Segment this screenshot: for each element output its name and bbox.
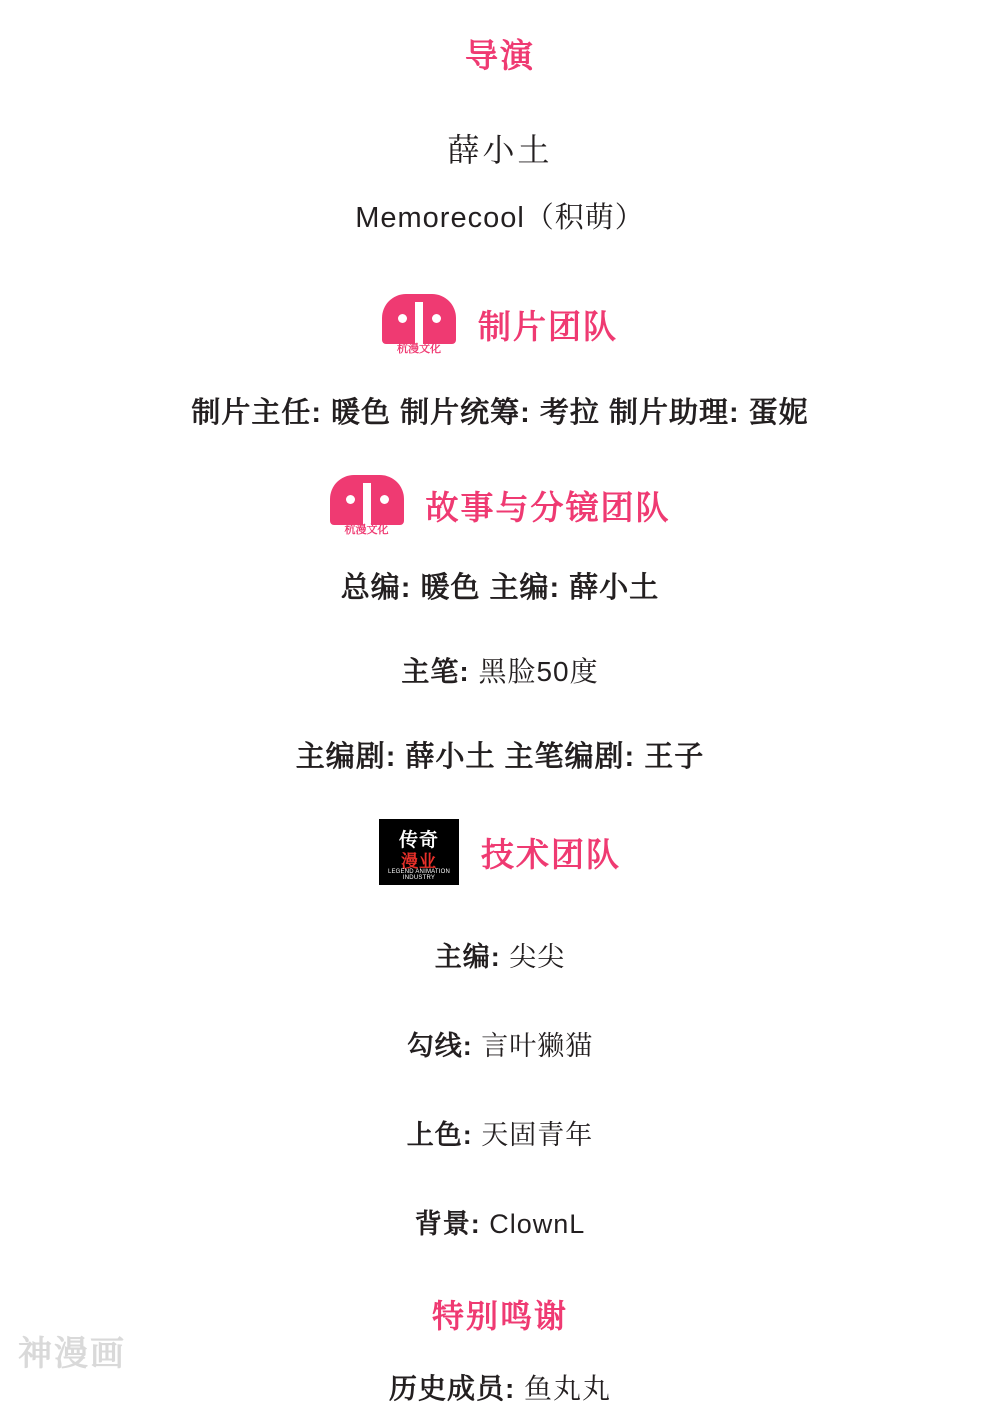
production-roles-line bbox=[0, 390, 1000, 431]
story-writer-value-0: 薛小土 bbox=[405, 741, 496, 773]
production-heading bbox=[0, 294, 1000, 354]
special-thanks-label: 历史成员: bbox=[388, 1373, 516, 1404]
hangman-culture-logo-icon bbox=[382, 294, 456, 354]
tech-role-label-2: 上色: bbox=[406, 1120, 473, 1150]
hangman-culture-logo-caption: 杭漫文化 bbox=[397, 343, 441, 355]
story-role-label-0: 总编: bbox=[340, 572, 412, 604]
story-line-3 bbox=[0, 734, 1000, 775]
story-line-2 bbox=[0, 650, 1000, 690]
tech-heading bbox=[0, 819, 1000, 885]
tech-role-value-2: 天固青年 bbox=[481, 1120, 594, 1150]
legend-logo-cn-bottom: 漫业 bbox=[401, 852, 437, 871]
tech-role-label-1: 勾线: bbox=[406, 1031, 473, 1061]
story-heading bbox=[0, 475, 1000, 535]
story-lead-artist-label: 主笔: bbox=[401, 656, 470, 687]
tech-role-1 bbox=[0, 1024, 1000, 1063]
production-role-value-2: 蛋妮 bbox=[748, 397, 809, 429]
story-writer-label-1: 主笔编剧: bbox=[504, 741, 636, 773]
production-role-label-2: 制片助理: bbox=[608, 397, 740, 429]
story-role-value-0: 暖色 bbox=[420, 572, 481, 604]
tech-role-label-0: 主编: bbox=[434, 942, 501, 972]
tech-role-value-3: ClownL bbox=[489, 1209, 586, 1239]
story-section-title: 故事与分镜团队 bbox=[425, 488, 671, 526]
story-writer-value-1: 王子 bbox=[644, 741, 705, 773]
story-role-label-1: 主编: bbox=[489, 572, 561, 604]
tech-role-0 bbox=[0, 935, 1000, 974]
hangman-culture-logo-icon bbox=[330, 475, 404, 535]
production-section-title: 制片团队 bbox=[478, 307, 618, 345]
tech-section-title: 技术团队 bbox=[481, 835, 621, 873]
tech-role-value-1: 言叶獭猫 bbox=[481, 1031, 594, 1061]
special-thanks-value: 鱼丸丸 bbox=[524, 1373, 612, 1404]
tech-role-label-3: 背景: bbox=[414, 1209, 481, 1239]
production-role-value-0: 暖色 bbox=[331, 397, 392, 429]
story-role-value-1: 薛小土 bbox=[569, 572, 660, 604]
hangman-culture-logo-caption: 杭漫文化 bbox=[344, 524, 389, 536]
production-role-label-0: 制片主任: bbox=[191, 397, 322, 429]
production-role-value-1: 考拉 bbox=[539, 397, 600, 429]
watermark: 神漫画 bbox=[18, 1335, 126, 1373]
story-line-1 bbox=[0, 565, 1000, 606]
tech-role-2 bbox=[0, 1113, 1000, 1152]
special-thanks-title: 特别鸣谢 bbox=[431, 1298, 568, 1334]
legend-logo-cn-top: 传奇 bbox=[398, 830, 439, 851]
director-alias: Memorecool（积萌） bbox=[355, 202, 645, 234]
legend-logo-en: LEGEND ANIMATION INDUSTRY bbox=[387, 869, 451, 881]
legend-animation-logo-icon bbox=[379, 819, 459, 885]
director-section-title: 导演 bbox=[465, 37, 535, 74]
director-name: 薛小土 bbox=[447, 132, 553, 168]
tech-role-value-0: 尖尖 bbox=[509, 942, 566, 972]
story-writer-label-0: 主编剧: bbox=[295, 741, 397, 773]
tech-role-3 bbox=[0, 1202, 1000, 1241]
story-lead-artist-value: 黑脸50度 bbox=[478, 656, 599, 687]
production-role-label-1: 制片统筹: bbox=[400, 397, 531, 429]
special-thanks-line bbox=[0, 1367, 1000, 1407]
